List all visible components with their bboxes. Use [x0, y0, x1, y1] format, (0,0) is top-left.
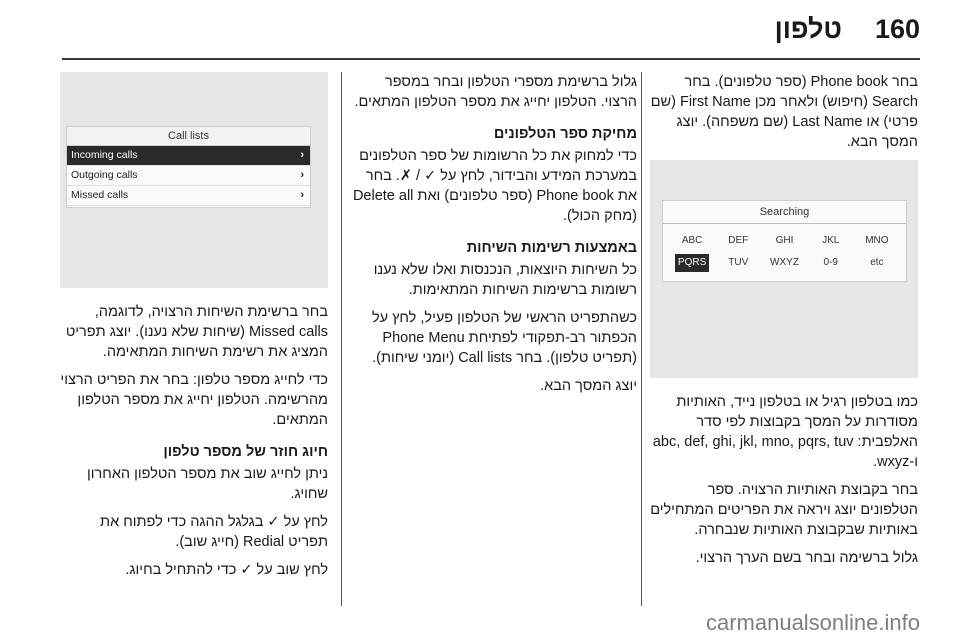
paragraph: כדי לחייג מספר טלפון: בחר את הפריט הרצוי מהרשימה. הטלפון יחייג את מספר הטלפון המתאים.: [60, 372, 328, 428]
letter-group-key[interactable]: TUV: [728, 257, 749, 268]
call-list-item[interactable]: [67, 146, 310, 166]
section-heading: באמצעות רשימות השיחות: [466, 240, 637, 256]
paragraph: כמו בטלפון רגיל או בטלפון נייד, האותיות מסודרות על המסך בקבוצות לפי סדר האלפבית: abc, def, ghi, jkl, mno, pqrs, tuv ו-wxyz.: [652, 394, 918, 470]
column-divider: [641, 72, 642, 606]
letter-group-key[interactable]: WXYZ: [770, 257, 799, 268]
letter-group-key[interactable]: PQRS: [675, 254, 709, 272]
page-number: 160: [874, 14, 920, 44]
letter-group-key[interactable]: 0-9: [823, 257, 838, 268]
paragraph: כשהתפריט הראשי של הטלפון פעיל, לחץ על הכפתור רב-תפקודי לפתיחת Phone Menu (תפריט טלפון). בחר Call lists (יומני שיחות).: [371, 310, 637, 366]
letter-group-key[interactable]: JKL: [822, 235, 840, 246]
letter-group-key[interactable]: etc: [870, 257, 884, 268]
section-heading: מחיקת ספר הטלפונים: [493, 126, 637, 142]
chevron-right-icon: ›: [300, 189, 304, 201]
call-list-item[interactable]: [67, 166, 310, 186]
paragraph: יוצג המסך הבא.: [540, 378, 637, 394]
column-middle: [352, 72, 637, 404]
searching-screen-figure: [650, 160, 918, 378]
paragraph: ניתן לחייג שוב את מספר הטלפון האחרון שחויג.: [87, 466, 328, 502]
paragraph: לחץ על ✓ בגלגל ההגה כדי לפתוח את תפריט Redial (חייג שוב).: [100, 514, 328, 550]
paragraph: בחר ברשימת השיחות הרצויה, לדוגמה, Missed calls (שיחות שלא נענו). יוצג תפריט המציג את רשימת השיחות המתאימה.: [65, 304, 328, 360]
paragraph: לחץ שוב על ✓ כדי להתחיל בחיוג.: [125, 562, 328, 578]
header-rule: [62, 58, 920, 60]
page-section-title: טלפון: [774, 14, 842, 44]
watermark: carmanualsonline.info: [705, 610, 920, 635]
call-list: [67, 146, 310, 206]
paragraph: כל השיחות היוצאות, הנכנסות ואלו שלא נענו רשומות ברשימות השיחות המתאימות.: [373, 262, 637, 298]
letter-group-key[interactable]: GHI: [775, 235, 794, 246]
paragraph: גלול ברשימה ובחר בשם הערך הרצוי.: [695, 550, 918, 566]
column-left: [60, 72, 328, 588]
paragraph: בחר בקבוצת האותיות הרצויה. ספר הטלפונים יוצג ויראה את הפריטים המתחילים באותיות שבקבוצת האותיות שנבחרה.: [650, 482, 918, 538]
call-list-item-label: Missed calls: [71, 189, 129, 201]
letter-group-key[interactable]: DEF: [728, 235, 749, 246]
column-divider: [341, 72, 342, 606]
screen-title: Call lists: [67, 127, 310, 146]
column-right: [650, 72, 918, 576]
chevron-right-icon: ›: [300, 149, 304, 161]
letter-group-grid: [663, 224, 906, 272]
paragraph: כדי למחוק את כל הרשומות של ספר הטלפונים במערכת המידע והבידור, לחץ על ✓ / ✗. בחר את Phone book (ספר טלפונים) ואת Delete all (מחק הכול).: [352, 148, 637, 224]
letter-group-key[interactable]: ABC: [681, 235, 703, 246]
call-list-item-label: Outgoing calls: [71, 169, 138, 181]
call-list-item-label: Incoming calls: [71, 149, 138, 161]
section-heading: חיוג חוזר של מספר טלפון: [163, 444, 328, 460]
call-lists-screen-figure: [60, 72, 328, 288]
call-list-item[interactable]: [67, 186, 310, 206]
page-header: [0, 0, 960, 60]
chevron-right-icon: ›: [300, 169, 304, 181]
paragraph: בחר Phone book (ספר טלפונים). בחר Search (חיפוש) ולאחר מכן First Name (שם פרטי) או Last Name (שם משפחה). יוצג המסך הבא.: [650, 74, 918, 150]
searching-screen: [662, 200, 907, 282]
paragraph: גלול ברשימת מספרי הטלפון ובחר במספר הרצוי. הטלפון יחייג את מספר הטלפון המתאים.: [354, 74, 637, 110]
screen-title: Searching: [663, 201, 906, 224]
call-lists-screen: [66, 126, 311, 208]
letter-group-key[interactable]: MNO: [865, 235, 889, 246]
